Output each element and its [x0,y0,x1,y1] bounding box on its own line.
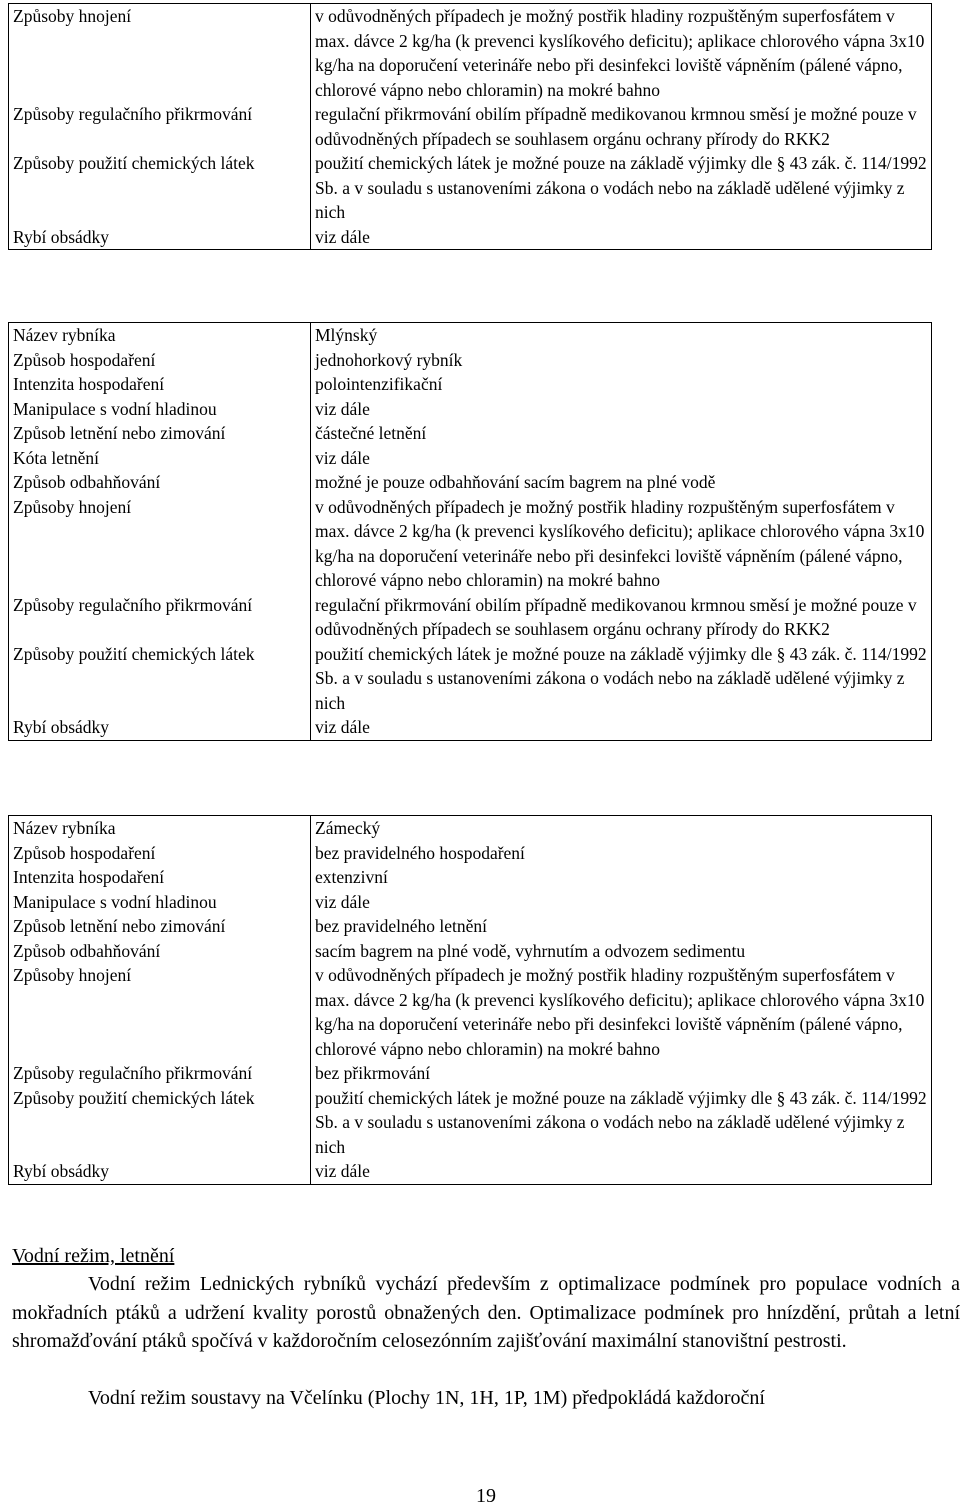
table-row [9,446,932,471]
table-fishpond-mlynsky [8,322,932,741]
field-label: Způsoby hnojení [9,4,311,103]
field-label: Způsob hospodaření [9,841,311,866]
field-value: v odůvodněných případech je možný postřik hladiny rozpuštěným superfosfátem v max. dávce 2 kg/ha (k prevenci kyslíkového deficitu); aplikace chlorového vápna 3x10 kg/ha na doporučení veterináře nebo při desinfekci loviště vápněním (pálené vápno, chlorové vápno nebo chloramin) na mokré bahno [311,495,932,593]
field-value: viz dále [311,397,932,422]
table-fishpond-zamecky [8,815,932,1185]
field-value: možné je pouze odbahňování sacím bagrem na plné vodě [311,470,932,495]
table-row [9,715,932,740]
table-row [9,939,932,964]
field-label: Způsoby použití chemických látek [9,642,311,716]
field-label: Způsoby regulačního přikrmování [9,1061,311,1086]
field-label: Název rybníka [9,323,311,348]
table-row [9,323,932,348]
field-value: regulační přikrmování obilím případně medikovanou krmnou směsí je možné pouze v odůvodněných případech se souhlasem orgánu ochrany přírody do RKK2 [311,102,932,151]
table-row [9,1061,932,1086]
field-label: Manipulace s vodní hladinou [9,890,311,915]
table-fishpond-previous [8,3,932,250]
field-label: Způsob odbahňování [9,470,311,495]
table-row [9,495,932,593]
table-row [9,1159,932,1184]
field-value: Mlýnský [311,323,932,348]
field-value: částečné letnění [311,421,932,446]
field-label: Rybí obsádky [9,225,311,250]
field-value: polointenzifikační [311,372,932,397]
field-value: extenzivní [311,865,932,890]
table-row [9,470,932,495]
field-label: Způsob letnění nebo zimování [9,914,311,939]
field-label: Způsoby použití chemických látek [9,151,311,225]
table-row [9,1086,932,1160]
table-row [9,816,932,841]
field-value: viz dále [311,225,932,250]
field-label: Způsob hospodaření [9,348,311,373]
table-row [9,151,932,225]
field-value: použití chemických látek je možné pouze na základě výjimky dle § 43 zák. č. 114/1992 Sb. a v souladu s ustanoveními zákona o vodách nebo na základě udělené výjimky z nich [311,151,932,225]
field-value: viz dále [311,1159,932,1184]
field-label: Intenzita hospodaření [9,372,311,397]
field-label: Způsoby použití chemických látek [9,1086,311,1160]
field-value: bez pravidelného letnění [311,914,932,939]
field-label: Způsob letnění nebo zimování [9,421,311,446]
paragraph: Vodní režim Lednických rybníků vychází především z optimalizace podmínek pro populace vodních a mokřadních ptáků a udržení kvality porostů obnažených den. Optimalizace podmínek pro hnízdění, průtah a letní shromažďování ptáků spočívá v každoročním celosezónním zajišťování maximální stanovištní pestrosti. [12,1273,960,1352]
table-row [9,102,932,151]
field-label: Způsoby regulačního přikrmování [9,593,311,642]
field-value: v odůvodněných případech je možný postřik hladiny rozpuštěným superfosfátem v max. dávce 2 kg/ha (k prevenci kyslíkového deficitu); aplikace chlorového vápna 3x10 kg/ha na doporučení veterináře nebo při desinfekci loviště vápněním (pálené vápno, chlorové vápno nebo chloramin) na mokré bahno [311,4,932,103]
field-label: Způsob odbahňování [9,939,311,964]
field-value: viz dále [311,890,932,915]
field-value: regulační přikrmování obilím případně medikovanou krmnou směsí je možné pouze v odůvodněných případech se souhlasem orgánu ochrany přírody do RKK2 [311,593,932,642]
field-value: použití chemických látek je možné pouze na základě výjimky dle § 43 zák. č. 114/1992 Sb. a v souladu s ustanoveními zákona o vodách nebo na základě udělené výjimky z nich [311,642,932,716]
field-value: Zámecký [311,816,932,841]
field-value: v odůvodněných případech je možný postřik hladiny rozpuštěným superfosfátem v max. dávce 2 kg/ha (k prevenci kyslíkového deficitu); aplikace chlorového vápna 3x10 kg/ha na doporučení veterináře nebo při desinfekci loviště vápněním (pálené vápno, chlorové vápno nebo chloramin) na mokré bahno [311,963,932,1061]
table-row [9,841,932,866]
table-row [9,397,932,422]
field-label: Způsoby hnojení [9,963,311,1061]
table-row [9,914,932,939]
field-label: Rybí obsádky [9,1159,311,1184]
table-row [9,225,932,250]
field-label: Způsoby hnojení [9,495,311,593]
table-row [9,421,932,446]
field-label: Způsoby regulačního přikrmování [9,102,311,151]
table-row [9,890,932,915]
table-row [9,865,932,890]
field-value: bez přikrmování [311,1061,932,1086]
field-label: Intenzita hospodaření [9,865,311,890]
field-value: jednohorkový rybník [311,348,932,373]
table-row [9,963,932,1061]
paragraph: Vodní režim soustavy na Včelínku (Plochy 1N, 1H, 1P, 1M) předpokládá každoroční [88,1387,765,1409]
page-number: 19 [476,1485,496,1507]
field-label: Kóta letnění [9,446,311,471]
table-row [9,4,932,103]
table-row [9,593,932,642]
field-value: použití chemických látek je možné pouze na základě výjimky dle § 43 zák. č. 114/1992 Sb. a v souladu s ustanoveními zákona o vodách nebo na základě udělené výjimky z nich [311,1086,932,1160]
section-heading: Vodní režim, letnění [12,1245,175,1267]
table-row [9,642,932,716]
table-row [9,348,932,373]
field-value: sacím bagrem na plné vodě, vyhrnutím a odvozem sedimentu [311,939,932,964]
field-value: viz dále [311,715,932,740]
field-value: bez pravidelného hospodaření [311,841,932,866]
field-label: Rybí obsádky [9,715,311,740]
field-label: Název rybníka [9,816,311,841]
field-value: viz dále [311,446,932,471]
table-row [9,372,932,397]
field-label: Manipulace s vodní hladinou [9,397,311,422]
